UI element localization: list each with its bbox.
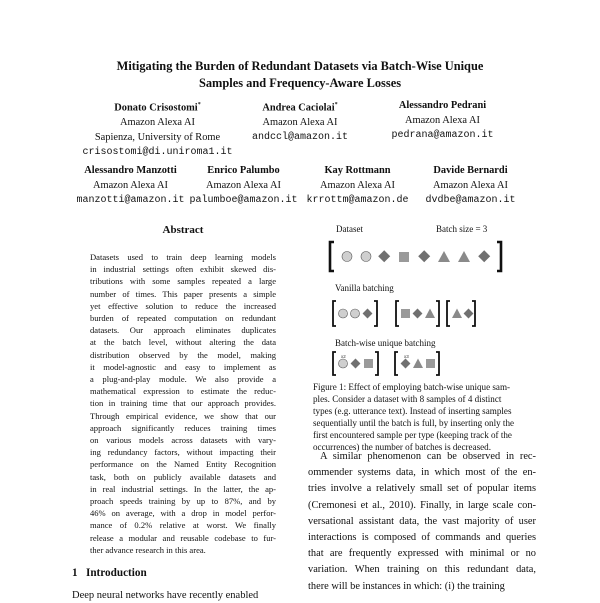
text-line: it model-agnostic and easy to implement as [90,361,276,372]
author-affiliation: Amazon Alexa AI [262,117,338,129]
text-line: mance of 0.2% relative at worst. We finally [90,520,276,531]
diamond-shape [413,309,423,319]
figure-label-batch-size: Batch size = 3 [436,224,488,234]
circle-shape [339,359,348,368]
triangle-shape [458,251,470,262]
text-line: at the batch level, without altering the data [90,337,276,348]
text-line: tributions with some samples repeated a large [90,276,276,287]
text-line: there will be instances in which: (i) the training [308,580,505,592]
text-line: occurrences) the number of batches is decreased. [313,442,491,453]
text-line: approach significantly reduces training times [90,422,276,433]
text-line: interactions is composed of commands and queries [308,532,536,544]
batch-bracket [395,352,398,375]
text-line: in real industrial settings. In the latter, the ap- [90,483,276,494]
diamond-shape [418,250,430,262]
author-name: Davide Bernardi [433,165,508,176]
square-shape [364,359,373,368]
square-shape [401,309,410,318]
title-line-2: Samples and Frequency-Aware Losses [198,76,402,90]
figure-caption [313,381,535,454]
author-name: Andrea Caciolai [262,102,335,114]
abstract-heading: Abstract [162,224,204,236]
author-name: Kay Rottmann [324,165,391,176]
author-email[interactable]: palumboe@amazon.it [189,195,298,206]
equal-contribution-mark: * [334,102,338,108]
author-email[interactable]: crisostomi@di.uniroma1.it [82,147,233,159]
author-affiliation: Amazon Alexa AI [205,180,282,191]
unique-batching-row [333,352,439,375]
figure-label-vanilla: Vanilla batching [335,283,394,293]
diamond-shape [351,359,361,369]
diamond-shape [363,309,373,319]
figure-label-unique: Batch-wise unique batching [335,338,436,348]
equal-contribution-mark: * [197,102,201,108]
text-line: yet effective solution to reduce the increased [90,300,276,311]
circle-shape [361,252,371,262]
batch-bracket [333,352,336,375]
diamond-shape [401,359,411,369]
text-line: in industrial settings often exhibit skewed dis- [90,264,276,275]
text-line: sequentially until the batch is full, by inserting only the [313,418,515,429]
text-line: Datasets used to train deep learning models [90,252,276,262]
text-line: release a modular and reusable codebase to fur- [90,532,276,543]
text-line: Figure 1: Effect of employing batch-wise unique sam- [313,382,511,392]
batch-bracket [396,301,399,326]
text-line: variation. When training on this redundant data, [308,564,536,576]
text-line: versational assistant data, the vast majority of user [308,515,536,527]
text-line: ing redundancy factors, without impacting their [90,447,276,458]
author-email[interactable]: dvdbe@amazon.it [425,195,516,206]
text-line: that are frequently expressed with minimal or no [308,548,536,560]
batch-bracket [436,352,439,375]
batch-bracket [375,352,378,375]
text-line: ommender systems data, in which most of the en- [308,467,536,479]
dataset-row [330,242,501,271]
text-line: (Cremonesi et al., 2010). Finally, in large scale con- [308,499,536,511]
title-line-1: Mitigating the Burden of Redundant Datasets via Batch-Wise Unique [116,59,484,73]
circle-shape [351,309,360,318]
square-shape [399,252,409,262]
author-affiliation: Amazon Alexa AI [92,180,169,191]
text-line: on various models across datasets with vary- [90,435,276,446]
text-line: Through empirical evidence, we show that our [90,410,276,421]
text-line: ther advance research in this area. [90,544,206,555]
text-line: first encountered sample per type (keeping track of the [313,430,512,441]
dataset-bracket-left [330,242,334,271]
text-line: A similar phenomenon can be observed in rec- [320,451,536,462]
author-affiliation: Amazon Alexa AI [119,117,196,129]
triangle-shape [425,309,435,319]
author-email[interactable]: krrottm@amazon.de [306,195,409,206]
author-affiliation-2: Sapienza, University of Rome [94,132,221,144]
text-line: distribution observed by the model, making [90,349,276,360]
count-badge: x3 [404,354,409,359]
intro-text: Deep neural networks have recently enabled [72,590,259,601]
text-line: a plug-and-play module. We also provide a [90,374,276,385]
author-email[interactable]: andccl@amazon.it [251,132,348,144]
diamond-shape [478,250,490,262]
author-affiliation: Amazon Alexa AI [432,180,509,191]
text-line: number of times. This paper presents a simple [90,288,276,299]
text-line: performance on the Named Entity Recognition [90,459,276,470]
text-line: burden of repeated computation on redundant [90,313,276,324]
circle-shape [339,309,348,318]
text-line: proach speeds training by up to 87%, and by [90,496,276,507]
figure-label-dataset: Dataset [336,224,363,234]
circle-shape [342,252,352,262]
author-email[interactable]: pedrana@amazon.it [391,130,494,141]
vanilla-batching-row [333,301,475,326]
text-line: ples. Consider a dataset with 8 samples of 4 distinct [313,394,502,405]
diamond-shape [378,250,390,262]
text-line: 46% on average, with a drop in model perfor- [90,508,276,519]
triangle-shape [438,251,450,262]
intro-heading: 1 Introduction [72,567,147,579]
author-name: Donato Crisostomi [114,102,198,114]
right-column-text [308,449,536,595]
text-line: tries involve a relatively small set of popular items [308,483,536,495]
batch-bracket [333,301,336,326]
batch-bracket [436,301,439,326]
author-affiliation: Amazon Alexa AI [404,115,481,126]
count-badge: x2 [341,354,346,359]
text-line: tion in training time that our approach provides. [90,398,276,409]
batch-bracket [374,301,377,326]
text-line: types (e.g. utterance text). Instead of inserting samples [313,406,512,417]
triangle-shape [413,359,423,369]
text-line: task, both on publicly available datasets and [90,471,276,482]
author-affiliation: Amazon Alexa AI [319,180,396,191]
dataset-bracket-right [497,242,501,271]
text-line: datasets. Our approach eliminates duplicates [90,325,276,336]
diamond-shape [464,309,474,319]
square-shape [426,359,435,368]
author-name: Enrico Palumbo [207,165,280,176]
author-name: Alessandro Pedrani [398,100,487,111]
triangle-shape [452,309,462,319]
batch-bracket [447,301,450,326]
author-email[interactable]: manzotti@amazon.it [76,195,185,206]
author-name: Alessandro Manzotti [84,165,177,176]
text-line: mathematical expression to estimate the reduc- [90,386,276,397]
